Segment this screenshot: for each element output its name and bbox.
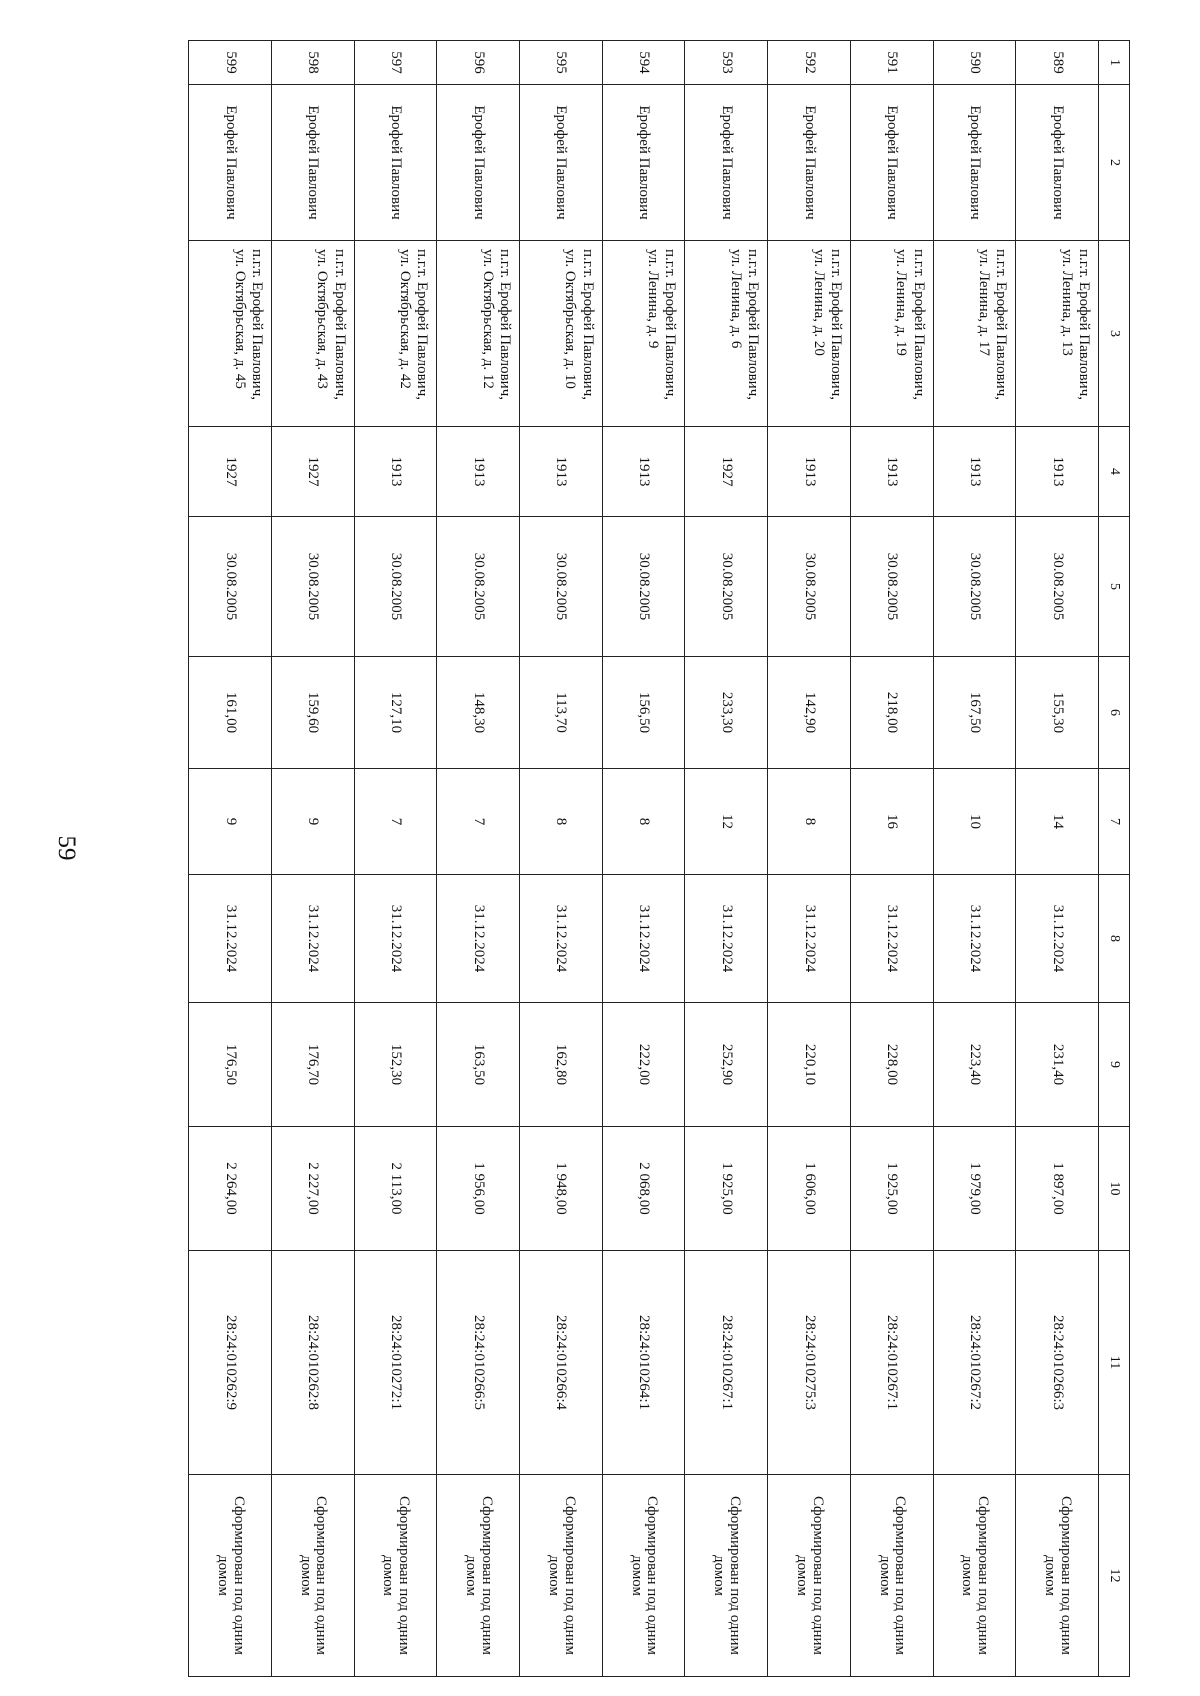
land-status-cell: Сформирован под одним домом (271, 1475, 354, 1677)
residents-cell: 12 (685, 769, 768, 875)
column-header: 1 (1099, 41, 1130, 85)
area-cell: 155,30 (1016, 657, 1099, 769)
deadline-cell: 31.12.2024 (437, 875, 520, 1003)
residents-cell: 8 (519, 769, 602, 875)
recognition-date-cell: 30.08.2005 (933, 517, 1016, 657)
living-area-cell: 228,00 (850, 1003, 933, 1127)
living-area-cell: 220,10 (768, 1003, 851, 1127)
cadastral-number-cell: 28:24:010262:8 (271, 1251, 354, 1475)
deadline-cell: 31.12.2024 (685, 875, 768, 1003)
address-cell: п.г.т. Ерофей Павлович, ул. Октябрьская, д. 45 (189, 241, 272, 427)
row-number-cell: 590 (933, 41, 1016, 85)
deadline-cell: 31.12.2024 (850, 875, 933, 1003)
deadline-cell: 31.12.2024 (271, 875, 354, 1003)
recognition-date-cell: 30.08.2005 (850, 517, 933, 657)
deadline-cell: 31.12.2024 (354, 875, 437, 1003)
living-area-cell: 252,90 (685, 1003, 768, 1127)
table-row (933, 41, 1016, 1677)
living-area-cell: 162,80 (519, 1003, 602, 1127)
row-number-cell: 598 (271, 41, 354, 85)
area-cell: 233,30 (685, 657, 768, 769)
land-area-cell: 1 897,00 (1016, 1127, 1099, 1251)
table-row (189, 41, 272, 1677)
living-area-cell: 176,70 (271, 1003, 354, 1127)
recognition-date-cell: 30.08.2005 (768, 517, 851, 657)
address-cell: п.г.т. Ерофей Павлович, ул. Октябрьская, д. 42 (354, 241, 437, 427)
cadastral-number-cell: 28:24:010264:1 (602, 1251, 685, 1475)
residents-cell: 8 (768, 769, 851, 875)
cadastral-number-cell: 28:24:010267:2 (933, 1251, 1016, 1475)
recognition-date-cell: 30.08.2005 (602, 517, 685, 657)
land-area-cell: 1 925,00 (850, 1127, 933, 1251)
land-area-cell: 2 227,00 (271, 1127, 354, 1251)
build-year-cell: 1913 (850, 427, 933, 517)
page-number: 59 (53, 835, 80, 861)
residents-cell: 8 (602, 769, 685, 875)
cadastral-number-cell: 28:24:010266:5 (437, 1251, 520, 1475)
column-header: 2 (1099, 85, 1130, 241)
cadastral-number-cell: 28:24:010275:3 (768, 1251, 851, 1475)
cadastral-number-cell: 28:24:010272:1 (354, 1251, 437, 1475)
area-cell: 142,90 (768, 657, 851, 769)
living-area-cell: 223,40 (933, 1003, 1016, 1127)
housing-register-table (188, 40, 1130, 1677)
cadastral-number-cell: 28:24:010262:9 (189, 1251, 272, 1475)
table-row (437, 41, 520, 1677)
build-year-cell: 1913 (437, 427, 520, 517)
address-cell: п.г.т. Ерофей Павлович, ул. Октябрьская, д. 43 (271, 241, 354, 427)
settlement-cell: Ерофей Павлович (768, 85, 851, 241)
area-cell: 148,30 (437, 657, 520, 769)
land-area-cell: 1 948,00 (519, 1127, 602, 1251)
build-year-cell: 1927 (189, 427, 272, 517)
recognition-date-cell: 30.08.2005 (354, 517, 437, 657)
living-area-cell: 163,50 (437, 1003, 520, 1127)
rotated-table-wrapper (188, 40, 1130, 1676)
settlement-cell: Ерофей Павлович (437, 85, 520, 241)
residents-cell: 10 (933, 769, 1016, 875)
cadastral-number-cell: 28:24:010266:4 (519, 1251, 602, 1475)
build-year-cell: 1913 (519, 427, 602, 517)
cadastral-number-cell: 28:24:010266:3 (1016, 1251, 1099, 1475)
table-row (685, 41, 768, 1677)
settlement-cell: Ерофей Павлович (354, 85, 437, 241)
land-status-cell: Сформирован под одним домом (189, 1475, 272, 1677)
address-cell: п.г.т. Ерофей Павлович, ул. Октябрьская, д. 10 (519, 241, 602, 427)
build-year-cell: 1913 (933, 427, 1016, 517)
build-year-cell: 1927 (685, 427, 768, 517)
build-year-cell: 1913 (768, 427, 851, 517)
column-header: 11 (1099, 1251, 1130, 1475)
row-number-cell: 592 (768, 41, 851, 85)
table-row (768, 41, 851, 1677)
area-cell: 161,00 (189, 657, 272, 769)
recognition-date-cell: 30.08.2005 (271, 517, 354, 657)
land-status-cell: Сформирован под одним домом (602, 1475, 685, 1677)
area-cell: 159,60 (271, 657, 354, 769)
land-status-cell: Сформирован под одним домом (768, 1475, 851, 1677)
cadastral-number-cell: 28:24:010267:1 (850, 1251, 933, 1475)
land-status-cell: Сформирован под одним домом (354, 1475, 437, 1677)
address-cell: п.г.т. Ерофей Павлович, ул. Ленина, д. 19 (850, 241, 933, 427)
column-header: 4 (1099, 427, 1130, 517)
build-year-cell: 1913 (1016, 427, 1099, 517)
residents-cell: 14 (1016, 769, 1099, 875)
area-cell: 113,70 (519, 657, 602, 769)
column-header: 8 (1099, 875, 1130, 1003)
settlement-cell: Ерофей Павлович (1016, 85, 1099, 241)
land-status-cell: Сформирован под одним домом (933, 1475, 1016, 1677)
land-status-cell: Сформирован под одним домом (1016, 1475, 1099, 1677)
row-number-cell: 597 (354, 41, 437, 85)
address-cell: п.г.т. Ерофей Павлович, ул. Ленина, д. 20 (768, 241, 851, 427)
area-cell: 167,50 (933, 657, 1016, 769)
column-header: 6 (1099, 657, 1130, 769)
address-cell: п.г.т. Ерофей Павлович, ул. Октябрьская, д. 12 (437, 241, 520, 427)
area-cell: 127,10 (354, 657, 437, 769)
recognition-date-cell: 30.08.2005 (437, 517, 520, 657)
column-header: 12 (1099, 1475, 1130, 1677)
cadastral-number-cell: 28:24:010267:1 (685, 1251, 768, 1475)
row-number-cell: 595 (519, 41, 602, 85)
residents-cell: 9 (271, 769, 354, 875)
table-row (850, 41, 933, 1677)
deadline-cell: 31.12.2024 (602, 875, 685, 1003)
living-area-cell: 222,00 (602, 1003, 685, 1127)
address-cell: п.г.т. Ерофей Павлович, ул. Ленина, д. 17 (933, 241, 1016, 427)
land-area-cell: 1 979,00 (933, 1127, 1016, 1251)
row-number-cell: 594 (602, 41, 685, 85)
address-cell: п.г.т. Ерофей Павлович, ул. Ленина, д. 6 (685, 241, 768, 427)
build-year-cell: 1913 (354, 427, 437, 517)
row-number-cell: 591 (850, 41, 933, 85)
deadline-cell: 31.12.2024 (519, 875, 602, 1003)
column-header: 5 (1099, 517, 1130, 657)
row-number-cell: 599 (189, 41, 272, 85)
row-number-cell: 593 (685, 41, 768, 85)
row-number-cell: 589 (1016, 41, 1099, 85)
area-cell: 156,50 (602, 657, 685, 769)
settlement-cell: Ерофей Павлович (850, 85, 933, 241)
column-header: 3 (1099, 241, 1130, 427)
address-cell: п.г.т. Ерофей Павлович, ул. Ленина, д. 13 (1016, 241, 1099, 427)
settlement-cell: Ерофей Павлович (271, 85, 354, 241)
table-row (602, 41, 685, 1677)
build-year-cell: 1927 (271, 427, 354, 517)
living-area-cell: 176,50 (189, 1003, 272, 1127)
column-header: 9 (1099, 1003, 1130, 1127)
residents-cell: 7 (354, 769, 437, 875)
area-cell: 218,00 (850, 657, 933, 769)
recognition-date-cell: 30.08.2005 (519, 517, 602, 657)
land-status-cell: Сформирован под одним домом (437, 1475, 520, 1677)
table-row (354, 41, 437, 1677)
land-status-cell: Сформирован под одним домом (685, 1475, 768, 1677)
table-row (519, 41, 602, 1677)
settlement-cell: Ерофей Павлович (602, 85, 685, 241)
recognition-date-cell: 30.08.2005 (685, 517, 768, 657)
deadline-cell: 31.12.2024 (933, 875, 1016, 1003)
table-row (271, 41, 354, 1677)
row-number-cell: 596 (437, 41, 520, 85)
residents-cell: 16 (850, 769, 933, 875)
land-area-cell: 1 956,00 (437, 1127, 520, 1251)
settlement-cell: Ерофей Павлович (933, 85, 1016, 241)
living-area-cell: 152,30 (354, 1003, 437, 1127)
settlement-cell: Ерофей Павлович (189, 85, 272, 241)
deadline-cell: 31.12.2024 (1016, 875, 1099, 1003)
deadline-cell: 31.12.2024 (768, 875, 851, 1003)
living-area-cell: 231,40 (1016, 1003, 1099, 1127)
land-area-cell: 2 068,00 (602, 1127, 685, 1251)
settlement-cell: Ерофей Павлович (519, 85, 602, 241)
residents-cell: 9 (189, 769, 272, 875)
land-area-cell: 2 113,00 (354, 1127, 437, 1251)
column-number-row (1099, 41, 1130, 1677)
address-cell: п.г.т. Ерофей Павлович, ул. Ленина, д. 9 (602, 241, 685, 427)
build-year-cell: 1913 (602, 427, 685, 517)
land-area-cell: 2 264,00 (189, 1127, 272, 1251)
land-area-cell: 1 606,00 (768, 1127, 851, 1251)
land-area-cell: 1 925,00 (685, 1127, 768, 1251)
deadline-cell: 31.12.2024 (189, 875, 272, 1003)
settlement-cell: Ерофей Павлович (685, 85, 768, 241)
column-header: 7 (1099, 769, 1130, 875)
column-header: 10 (1099, 1127, 1130, 1251)
residents-cell: 7 (437, 769, 520, 875)
recognition-date-cell: 30.08.2005 (189, 517, 272, 657)
recognition-date-cell: 30.08.2005 (1016, 517, 1099, 657)
land-status-cell: Сформирован под одним домом (850, 1475, 933, 1677)
land-status-cell: Сформирован под одним домом (519, 1475, 602, 1677)
table-row (1016, 41, 1099, 1677)
